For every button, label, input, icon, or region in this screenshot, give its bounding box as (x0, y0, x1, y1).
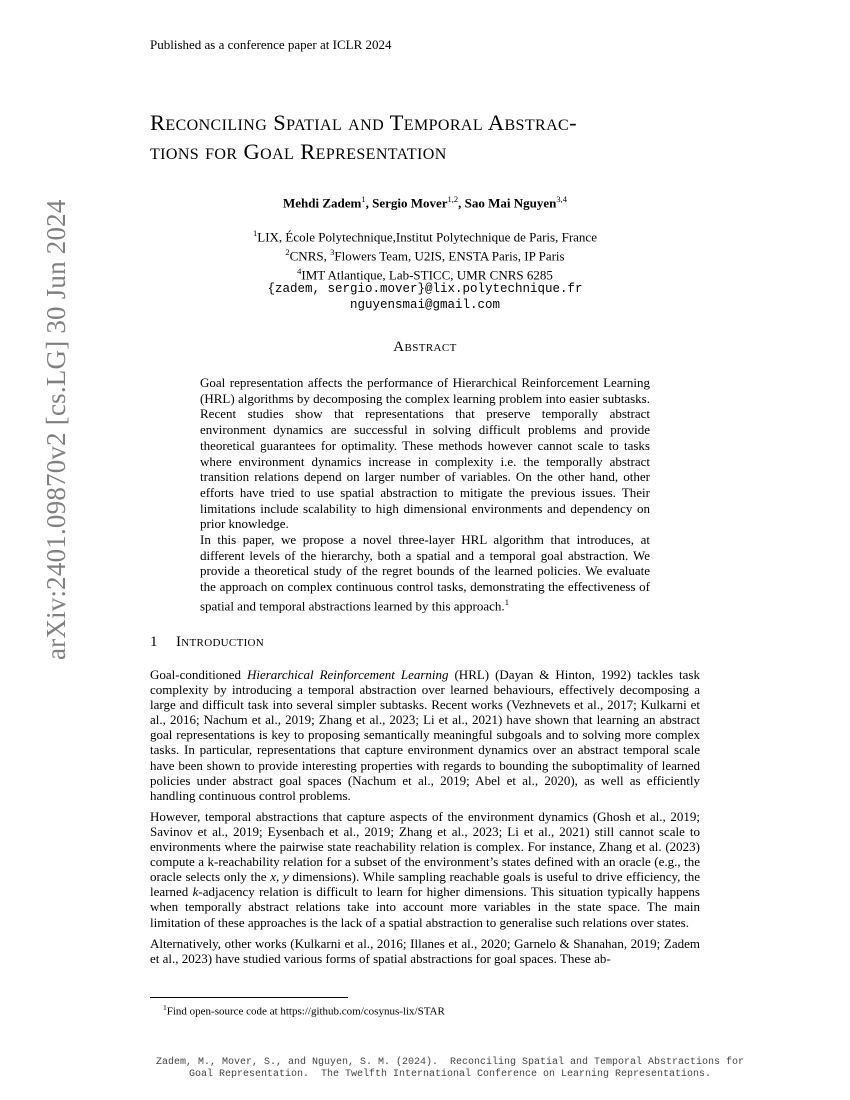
title-line-1: Reconciling Spatial and Temporal Abstrac- (150, 110, 578, 135)
author-list: Mehdi Zadem$^1$, Sergio Mover$^{1,2}$, Sao Mai Nguyen$^{3,4}$ (282, 194, 568, 211)
math-inline: k (192, 884, 199, 900)
section-heading (150, 634, 264, 651)
footnote-rule (150, 997, 348, 998)
body-paragraph: Alternatively, other works (Kulkarni et al., 2016; Illanes et al., 2020; Garnelo & Shanahan, 2019; Zadem et al., 2023) have studied various forms of spatial abstractions for goal spaces. These ab- (150, 935, 700, 966)
intro-body (150, 667, 700, 972)
footnote-marker[interactable]: 1 (504, 596, 509, 607)
abstract-paragraph (200, 532, 650, 614)
author-affiliation-mark: 1 (361, 194, 366, 204)
abstract-paragraph: Goal representation affects the performance of Hierarchical Reinforcement Learning (HRL) algorithms by decomposing the complex learning problem into easier subtasks. Recent studies show that representations that preserve temporally abstract environment dynamics are successful in solving difficult problems and provide theoretical guarantees for optimality. These methods however cannot scale to tasks where environment dynamics increase in complexity i.e. the temporally abstract transition relations depend on larger number of variables. On the other hand, other efforts have tried to use spatial abstraction to mitigate the previous issues. Their limitations include scalability to high dimensional environments and dependency on prior knowledge. (200, 375, 650, 532)
affiliation-text: Flowers Team, U2IS, ENSTA Paris, IP Paris (334, 248, 565, 264)
abstract-body (200, 375, 650, 614)
footnote-number: 1 (163, 1003, 167, 1012)
section-title: Introduction (176, 634, 265, 650)
emphasized-term: Hierarchical Reinforcement Learning (246, 667, 449, 682)
body-paragraph (150, 809, 700, 930)
body-paragraph (150, 667, 700, 803)
paragraph-text: (HRL) (Dayan & Hinton, 1992) tackles task complexity by introducing a temporal abstraction over learned behaviours, effectively decomposing a large and difficult task into several simpler subtasks. Recent works (Vezhnevets et al., 2017; Kulkarni et al., 2016; Nachum et al., 2019; Zhang et al., 2023; Li et al., 2021) have shown that learning an abstract goal representations is key to proposing semantically meaningful subgoals and to solving more complex tasks. In particular, representations that capture environment dynamics over an abstract temporal scale have been shown to provide interesting properties with regards to bounding the suboptimality of learned policies under abstract goal spaces (Nachum et al., 2019; Abel et al., 2020), as well as efficiently handling continuous control problems. (150, 667, 700, 803)
abstract-heading: Abstract (393, 339, 457, 355)
footnote (163, 1003, 445, 1018)
citation-line: Zadem, M., Mover, S., and Nguyen, S. M. (2024). Reconciling Spatial and Temporal Abstractions for (155, 1057, 745, 1068)
email-line[interactable]: nguyensmai@gmail.com (349, 297, 501, 312)
affiliation-number: 1 (253, 228, 258, 238)
citation-block (150, 1057, 750, 1081)
email-line[interactable]: {zadem, sergio.mover}@lix.polytechnique.fr (267, 282, 583, 297)
affiliations (150, 226, 700, 313)
author-name: Mehdi Zadem (282, 195, 362, 211)
author-name: Sao Mai Nguyen (464, 195, 557, 211)
title-line-2: tions for Goal Representation (150, 139, 447, 164)
abstract-paragraph-text: In this paper, we propose a novel three-layer HRL algorithm that introduces, at different levels of the hierarchy, both a spatial and a temporal goal abstraction. We provide a theoretical study of the regret bounds of the learned policies. We evaluate the approach on complex continuous control tasks, demonstrating the effectiveness of spatial and temporal abstractions learned by this approach. (200, 532, 650, 614)
paper-title (150, 108, 710, 166)
affiliation-line (150, 245, 700, 264)
paragraph-text: dimensions). While sampling reachable goals is useful to drive efficiency, the learned (150, 869, 700, 900)
affiliation-text: CNRS, (289, 248, 331, 264)
affiliation-number: 3 (330, 246, 335, 257)
section-number: 1 (150, 634, 158, 650)
arxiv-stamp[interactable]: arXiv:2401.09870v2 [cs.LG] 30 Jun 2024 (41, 199, 71, 660)
math-inline: x, y (270, 869, 289, 885)
paragraph-text: -adjacency relation is difficult to learn for higher dimensions. This situation typically happens when temporally abstract relations take into account more variables in the state space. The main limitation of these approaches is the lack of a spatial abstraction to generalise such relations over states. (150, 884, 700, 930)
paragraph-text: However, temporal abstractions that capture aspects of the environment dynamics (Ghosh et al., 2019; Savinov et al., 2019; Eysenbach et al., 2019; Zhang et al., 2023; Li et al., 2021) still cannot scale to environments where the pairwise state reachability relation is complex. For instance, Zhang et al. (2023) compute a k-reachability relation for a subset of the environment’s states defined with an oracle (e.g., the oracle selects only the (150, 808, 700, 885)
author-affiliation-mark: 3,4 (556, 194, 568, 204)
citation-line: Goal Representation. The Twelfth International Conference on Learning Representations. (188, 1069, 712, 1080)
conference-header: Published as a conference paper at ICLR 2024 (150, 37, 392, 52)
affiliation-number: 2 (285, 246, 290, 257)
paragraph-text: Goal-conditioned (150, 667, 247, 682)
affiliation-text: LIX, École Polytechnique,Institut Polytechnique de Paris, France (257, 229, 597, 245)
affiliation-text: IMT Atlantique, Lab-STICC, UMR CNRS 6285 (301, 266, 553, 282)
affiliation-line (150, 264, 700, 283)
affiliation-number: 4 (297, 265, 302, 276)
footnote-text[interactable]: Find open-source code at https://github.com/cosynus-lix/STAR (166, 1005, 445, 1018)
affiliation-line (150, 226, 700, 245)
author-affiliation-mark: 1,2 (447, 194, 459, 204)
author-name: Sergio Mover (372, 195, 448, 211)
